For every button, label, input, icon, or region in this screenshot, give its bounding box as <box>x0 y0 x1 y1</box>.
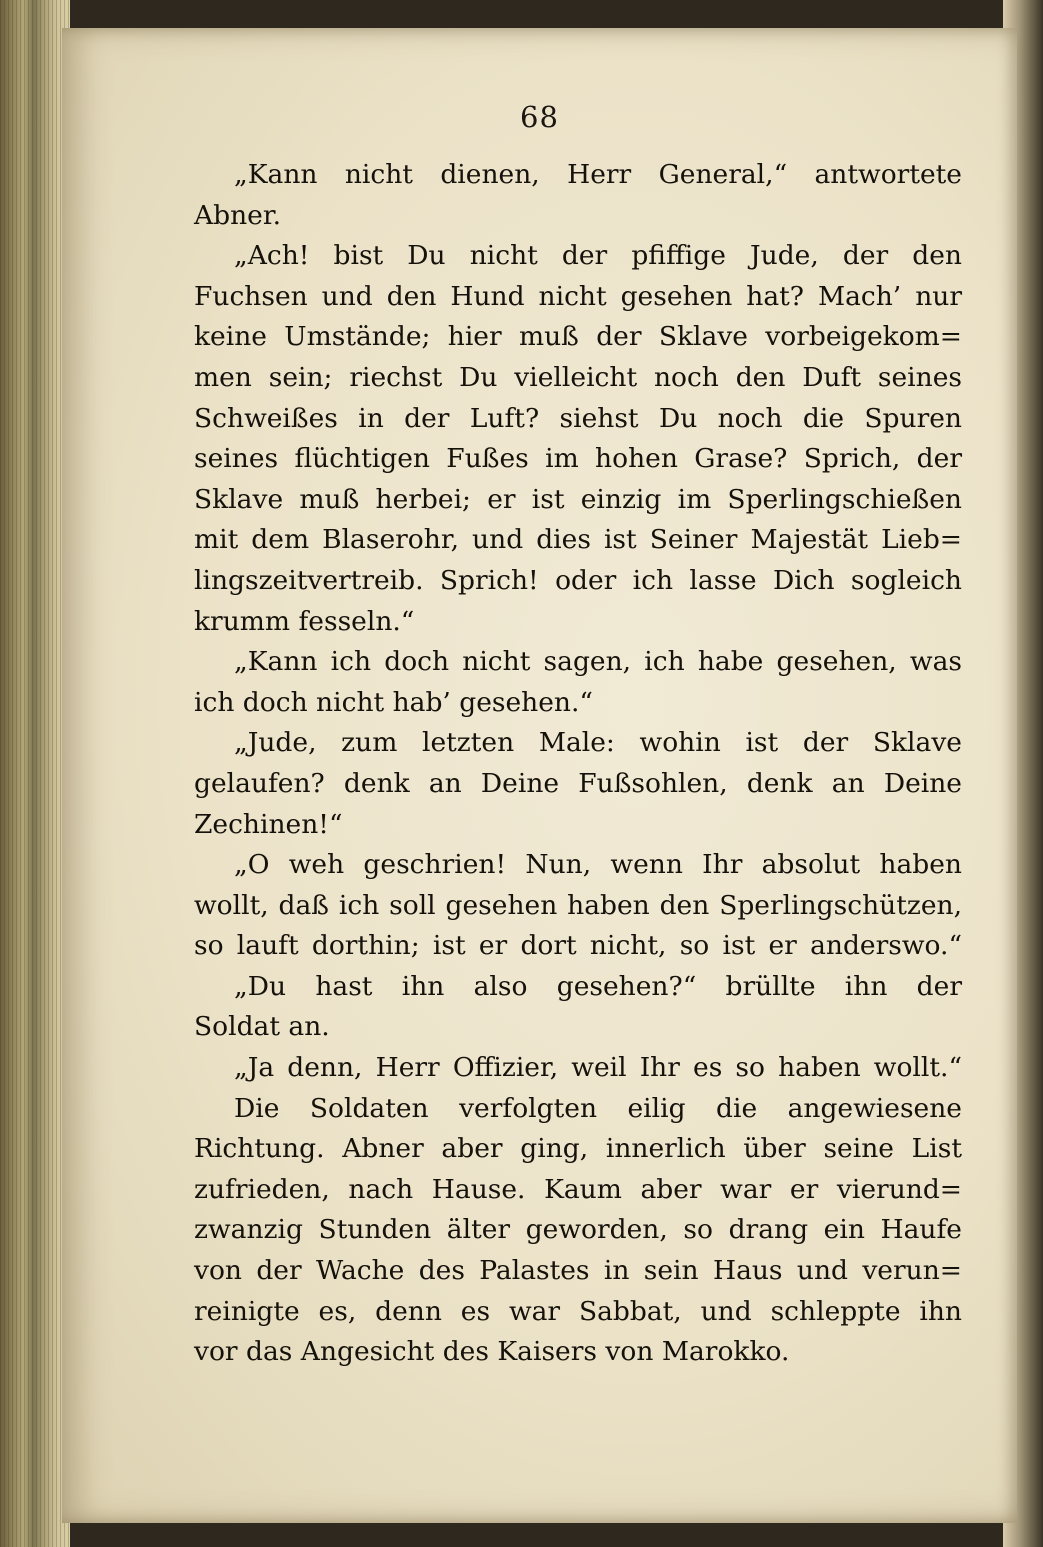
text-line: mit dem Blaserohr, und dies ist Seiner Majestät Lieb= <box>194 524 962 556</box>
page-number: 68 <box>520 100 559 134</box>
page-text <box>194 155 962 1373</box>
text-line: wollt, daß ich soll gesehen haben den Sperlingschützen, <box>194 889 962 921</box>
text-line: zwanzig Stunden älter geworden, so drang ein Haufe <box>194 1214 962 1246</box>
text-line: „Ja denn, Herr Offizier, weil Ihr es so haben wollt.“ <box>234 1052 962 1084</box>
text-line: Sklave muß herbei; er ist einzig im Sperlingschießen <box>194 483 962 515</box>
page-stack-lines <box>0 0 70 1547</box>
text-line: men sein; riechst Du vielleicht noch den Duft seines <box>194 361 962 393</box>
text-line: „Kann ich doch nicht sagen, ich habe gesehen, was <box>234 646 962 678</box>
text-line: Schweißes in der Luft? siehst Du noch die Spuren <box>194 402 962 434</box>
text-line: seines flüchtigen Fußes im hohen Grase? Sprich, der <box>194 443 962 475</box>
text-line: Zechinen!“ <box>194 808 343 840</box>
text-line: Richtung. Abner aber ging, innerlich über seine List <box>194 1133 962 1165</box>
text-line: von der Wache des Palastes in sein Haus und verun= <box>194 1255 962 1287</box>
text-line: lingszeitvertreib. Sprich! oder ich lasse Dich sogleich <box>194 564 962 596</box>
text-line: ich doch nicht hab’ gesehen.“ <box>194 686 593 718</box>
text-line: vor das Angesicht des Kaisers von Marokko. <box>194 1336 790 1368</box>
text-line: Abner. <box>194 199 282 231</box>
text-line: gelaufen? denk an Deine Fußsohlen, denk an Deine <box>194 767 962 799</box>
text-line: „Kann nicht dienen, Herr General,“ antwortete <box>234 159 962 190</box>
text-line: Fuchsen und den Hund nicht gesehen hat? Mach’ nur <box>194 280 962 312</box>
text-line: so lauft dorthin; ist er dort nicht, so ist er anderswo.“ <box>194 930 962 962</box>
text-line: „Du hast ihn also gesehen?“ brüllte ihn der <box>234 970 962 1002</box>
text-line: reinigte es, denn es war Sabbat, und schleppte ihn <box>194 1295 962 1327</box>
text-line: „Ach! bist Du nicht der pfiffige Jude, der den <box>234 240 962 272</box>
text-line: Die Soldaten verfolgten eilig die angewiesene <box>234 1092 962 1124</box>
text-line: keine Umstände; hier muß der Sklave vorbeigekom= <box>194 321 962 353</box>
text-line: krumm fesseln.“ <box>194 605 415 637</box>
text-line: „O weh geschrien! Nun, wenn Ihr absolut haben <box>234 849 962 881</box>
text-line: zufrieden, nach Hause. Kaum aber war er vierund= <box>194 1173 962 1205</box>
text-line: Soldat an. <box>194 1011 330 1043</box>
text-line: „Jude, zum letzten Male: wohin ist der Sklave <box>234 727 962 759</box>
